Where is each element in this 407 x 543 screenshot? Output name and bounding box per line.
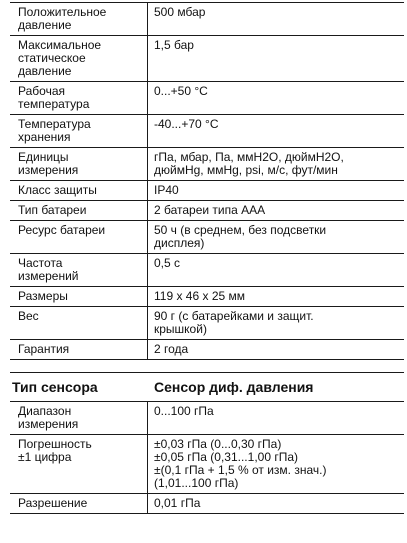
spec-label: [10, 181, 148, 200]
spec-value-line: IP40: [154, 183, 179, 197]
spec-label-line: Рабочая: [18, 84, 65, 98]
spec-value-line: (1,01...100 гПа): [154, 476, 239, 490]
spec-label: [10, 494, 148, 513]
spec-row: [10, 2, 404, 36]
spec-value: [148, 36, 404, 81]
spec-value-line: 50 ч (в среднем, без подсветки: [154, 223, 327, 237]
spec-row: [10, 36, 404, 82]
sensor-type-value: Сенсор диф. давления: [154, 378, 314, 395]
spec-value-line: 2 батареи типа AAA: [154, 203, 266, 217]
spec-value: [148, 402, 404, 434]
spec-row: [10, 181, 404, 201]
spec-label-line: давление: [18, 18, 72, 32]
spec-label-line: Частота: [18, 256, 63, 270]
sensor-type-label: Тип сенсора: [12, 378, 98, 395]
spec-value: [148, 201, 404, 220]
section-divider: [10, 360, 404, 373]
spec-label-line: Тип батареи: [18, 203, 87, 217]
spec-label: [10, 36, 148, 81]
spec-label-line: Единицы: [18, 150, 69, 164]
spec-label-line: Ресурс батареи: [18, 223, 106, 237]
spec-row: [10, 221, 404, 254]
spec-label-line: температура: [18, 97, 90, 111]
spec-label-line: Класс защиты: [18, 183, 97, 197]
spec-label-line: измерений: [18, 269, 79, 283]
spec-value-line: 119 x 46 x 25 мм: [154, 289, 245, 303]
spec-row: [10, 494, 404, 514]
sensor-specs: [10, 402, 404, 514]
spec-label-line: Диапазон: [18, 404, 72, 418]
spec-label-line: Разрешение: [18, 496, 88, 510]
spec-value: [148, 181, 404, 200]
spec-label: [10, 115, 148, 147]
spec-value-line: дисплея): [154, 236, 205, 250]
spec-value: [148, 435, 404, 493]
spec-row: [10, 115, 404, 148]
spec-label-line: Вес: [18, 309, 39, 323]
spec-label: [10, 340, 148, 359]
spec-label-line: Максимальное: [18, 38, 102, 52]
spec-value: [148, 494, 404, 513]
spec-value-line: ±0,05 гПа (0,31...1,00 гПа): [154, 450, 298, 464]
spec-label: [10, 402, 148, 434]
spec-row: [10, 201, 404, 221]
spec-label-line: измерения: [18, 163, 79, 177]
spec-label: [10, 148, 148, 180]
spec-row: [10, 340, 404, 360]
spec-label: [10, 82, 148, 114]
spec-value-line: 1,5 бар: [154, 38, 194, 52]
spec-label: [10, 221, 148, 253]
spec-value-line: -40...+70 °C: [154, 117, 219, 131]
spec-value-line: дюймHg, ммHg, psi, м/с, фут/мин: [154, 163, 338, 177]
spec-value: [148, 148, 404, 180]
spec-value-line: 0...100 гПа: [154, 404, 214, 418]
spec-row: [10, 254, 404, 287]
spec-row: [10, 82, 404, 115]
spec-row: [10, 307, 404, 340]
spec-label-line: хранения: [18, 130, 71, 144]
general-specs: [10, 2, 404, 360]
spec-value: [148, 254, 404, 286]
spec-value-line: 0,01 гПа: [154, 496, 201, 510]
spec-value-line: ±0,03 гПа (0...0,30 гПа): [154, 437, 282, 451]
spec-label-line: Размеры: [18, 289, 68, 303]
spec-label-line: давление: [18, 64, 72, 78]
spec-value-line: гПа, мбар, Па, ммН2О, дюймН2О,: [154, 150, 344, 164]
spec-label-line: ±1 цифра: [18, 450, 72, 464]
spec-label-line: измерения: [18, 417, 79, 431]
spec-row: [10, 435, 404, 494]
spec-value-line: ±(0,1 гПа + 1,5 % от изм. знач.): [154, 463, 327, 477]
spec-label: [10, 287, 148, 306]
spec-label: [10, 3, 148, 35]
spec-label-line: Гарантия: [18, 342, 70, 356]
spec-label-line: Положительное: [18, 5, 107, 19]
spec-value-line: 2 года: [154, 342, 189, 356]
spec-label: [10, 254, 148, 286]
spec-value-line: 0...+50 °C: [154, 84, 208, 98]
spec-value: [148, 82, 404, 114]
spec-value: [148, 221, 404, 253]
spec-value: [148, 3, 404, 35]
spec-label-line: Температура: [18, 117, 91, 131]
spec-row: [10, 287, 404, 307]
spec-value: [148, 287, 404, 306]
spec-label-line: статическое: [18, 51, 86, 65]
spec-value: [148, 307, 404, 339]
spec-value: [148, 340, 404, 359]
spec-value-line: 500 мбар: [154, 5, 206, 19]
spec-row: [10, 148, 404, 181]
spec-label: [10, 201, 148, 220]
spec-label: [10, 435, 148, 493]
spec-label-line: Погрешность: [18, 437, 92, 451]
spec-value: [148, 115, 404, 147]
sensor-type-header: [10, 373, 404, 402]
spec-table: [10, 2, 404, 514]
spec-row: [10, 402, 404, 435]
spec-label: [10, 307, 148, 339]
spec-value-line: 90 г (с батарейками и защит.: [154, 309, 314, 323]
spec-value-line: крышкой): [154, 322, 207, 336]
spec-value-line: 0,5 с: [154, 256, 181, 270]
